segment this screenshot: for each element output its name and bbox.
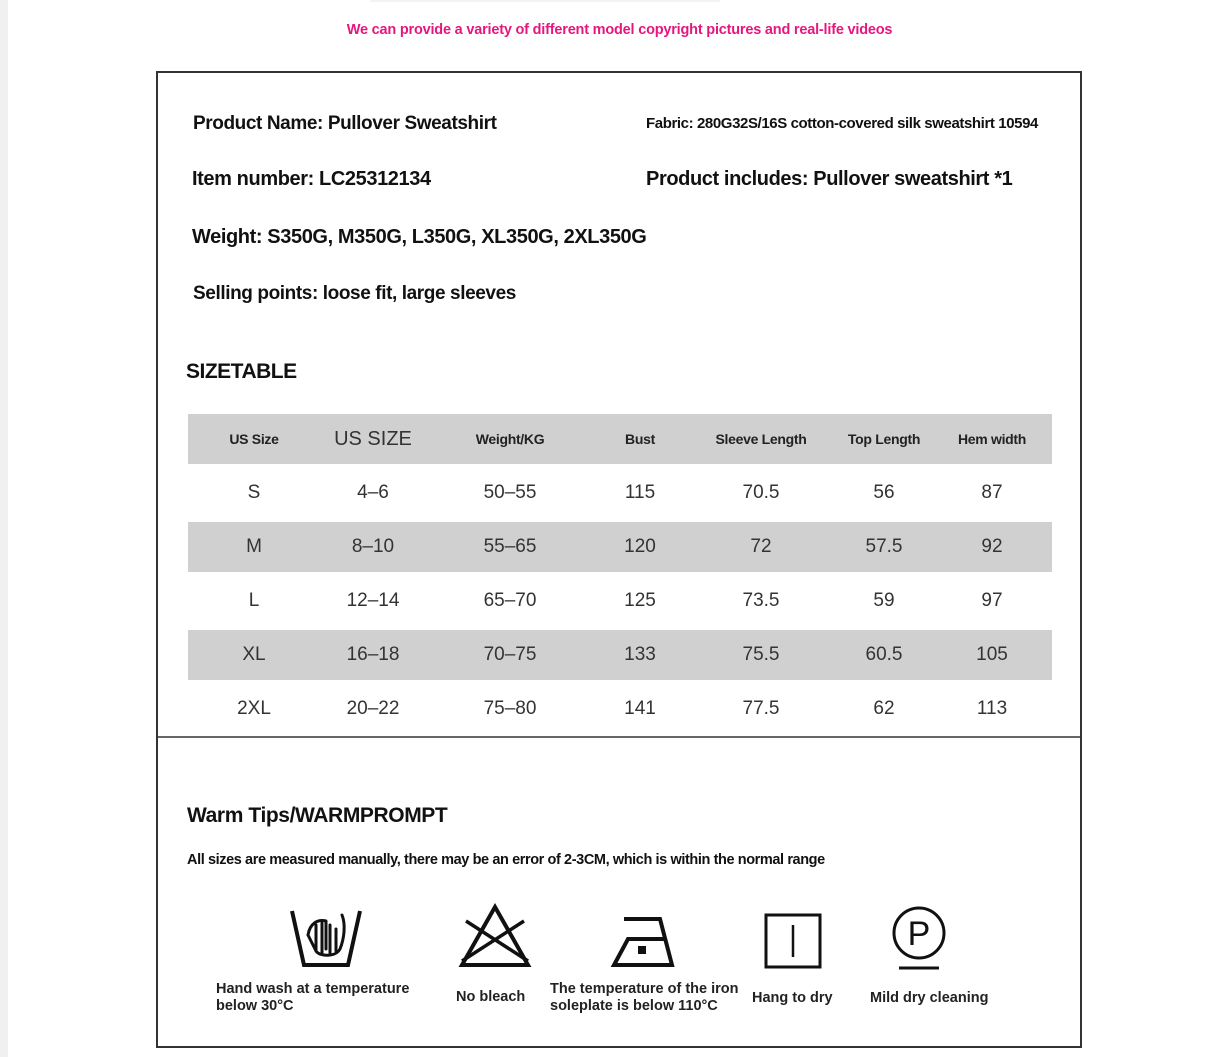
header-sleeve-length: Sleeve Length xyxy=(686,414,836,464)
size-table-header-row xyxy=(188,414,1052,464)
header-us-size-caps: US SIZE xyxy=(320,414,426,464)
cell-us-size: 8–10 xyxy=(320,522,426,572)
no-bleach-icon xyxy=(458,903,532,969)
warm-tips-note: All sizes are measured manually, there may be an error of 2-3CM, which is within the normal range xyxy=(187,852,825,868)
iron-low-icon xyxy=(610,915,680,971)
item-number: Item number: LC25312134 xyxy=(192,168,431,190)
care-label xyxy=(550,981,739,1015)
hand-wash-icon xyxy=(286,903,366,973)
care-label-line2: soleplate is below 110°C xyxy=(550,998,718,1014)
cell-top-length: 57.5 xyxy=(836,522,932,572)
cell-size: L xyxy=(248,590,260,611)
cell-sleeve-length: 75.5 xyxy=(686,630,836,680)
cell-bust: 141 xyxy=(624,698,656,719)
cell-size: S xyxy=(247,482,261,503)
size-table xyxy=(188,414,1052,738)
care-label: Mild dry cleaning xyxy=(870,990,989,1006)
cell-us-size: 20–22 xyxy=(346,698,400,719)
product-name: Product Name: Pullover Sweatshirt xyxy=(193,113,497,134)
care-label-line2: below 30°C xyxy=(216,998,294,1014)
cell-sleeve-length: 70.5 xyxy=(742,482,780,503)
cell-size: XL xyxy=(188,630,320,680)
care-label-line1: The temperature of the iron xyxy=(550,981,739,997)
cell-sleeve-length: 72 xyxy=(686,522,836,572)
care-label xyxy=(216,981,409,1015)
header-weight: Weight/KG xyxy=(426,414,594,464)
clipped-heading xyxy=(360,0,880,6)
cell-hem-width: 97 xyxy=(981,590,1003,611)
care-label: No bleach xyxy=(456,989,526,1005)
cell-size: M xyxy=(188,522,320,572)
product-info-frame xyxy=(156,71,1082,1048)
cell-hem-width: 105 xyxy=(932,630,1052,680)
selling-points: Selling points: loose fit, large sleeves xyxy=(193,283,516,304)
table-row xyxy=(188,630,1052,680)
product-includes: Product includes: Pullover sweatshirt *1 xyxy=(646,168,1013,190)
header-bust: Bust xyxy=(594,414,686,464)
header-us-size: US Size xyxy=(188,414,320,464)
cell-bust: 115 xyxy=(624,482,656,503)
cell-bust: 125 xyxy=(624,590,656,611)
tagline: We can provide a variety of different model copyright pictures and real-life videos xyxy=(346,22,893,38)
product-weight: Weight: S350G, M350G, L350G, XL350G, 2XL350G xyxy=(192,226,647,248)
mild-dry-clean-icon xyxy=(890,905,950,971)
cell-weight: 65–70 xyxy=(483,590,537,611)
product-fabric: Fabric: 280G32S/16S cotton-covered silk sweatshirt 10594 xyxy=(646,115,1038,132)
svg-text:P: P xyxy=(907,915,931,953)
cell-hem-width: 113 xyxy=(976,698,1008,719)
table-row xyxy=(188,572,1052,630)
cell-hem-width: 87 xyxy=(981,482,1003,503)
cell-sleeve-length: 73.5 xyxy=(742,590,780,611)
heading-ghost-text xyxy=(370,0,720,2)
cell-top-length: 62 xyxy=(873,698,895,719)
page-edge xyxy=(0,0,8,1057)
cell-top-length: 59 xyxy=(873,590,895,611)
size-table-title: SIZETABLE xyxy=(186,360,297,383)
cell-bust: 120 xyxy=(594,522,686,572)
cell-weight: 50–55 xyxy=(483,482,537,503)
section-divider xyxy=(158,736,1080,738)
header-hem-width: Hem width xyxy=(932,414,1052,464)
table-row xyxy=(188,464,1052,522)
hang-dry-icon xyxy=(764,913,824,971)
table-row xyxy=(188,680,1052,738)
cell-bust: 133 xyxy=(594,630,686,680)
cell-size: 2XL xyxy=(237,698,271,719)
care-label: Hang to dry xyxy=(752,990,833,1006)
cell-top-length: 56 xyxy=(873,482,895,503)
cell-us-size: 12–14 xyxy=(346,590,400,611)
cell-weight: 55–65 xyxy=(426,522,594,572)
care-label-line1: Hand wash at a temperature xyxy=(216,981,410,997)
cell-sleeve-length: 77.5 xyxy=(742,698,780,719)
cell-us-size: 4–6 xyxy=(357,482,389,503)
header-top-length: Top Length xyxy=(836,414,932,464)
warm-tips-title: Warm Tips/WARMPROMPT xyxy=(187,804,448,827)
cell-weight: 70–75 xyxy=(426,630,594,680)
cell-weight: 75–80 xyxy=(483,698,537,719)
cell-top-length: 60.5 xyxy=(836,630,932,680)
cell-hem-width: 92 xyxy=(932,522,1052,572)
table-row xyxy=(188,522,1052,572)
cell-us-size: 16–18 xyxy=(320,630,426,680)
